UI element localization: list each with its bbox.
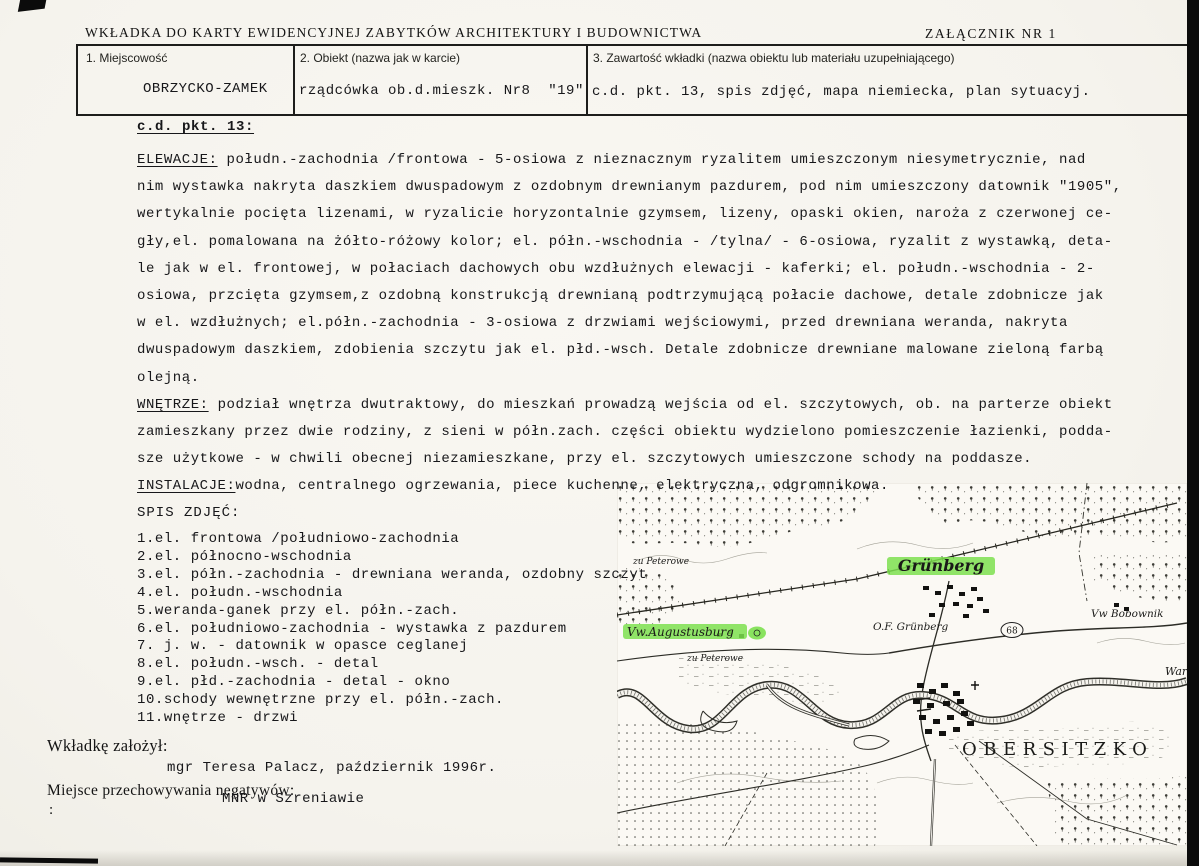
photo-list-item: 9.el. płd.-zachodnia - detal - okno [137, 674, 451, 691]
highlight-symbol [748, 627, 766, 640]
field-value-object: rządcówka ob.d.mieszk. Nr8 "19" [299, 83, 584, 99]
map-inset [617, 483, 1187, 846]
label-zu-peterowe-south: zu Peterowe [687, 654, 744, 664]
section-term: INSTALACJE: [137, 478, 236, 495]
photo-list-item: 2.el. północno-wschodnia [137, 548, 352, 565]
label-grunberg: Grünberg [897, 556, 985, 575]
line-text: podział wnętrza dwutraktowy, do mieszkań prowadzą wejścia od el. szczytowych, ob. na parterze obiekt [208, 396, 1113, 413]
typewritten-line [137, 201, 1182, 228]
field-label-locality: 1. Miejscowość [86, 51, 168, 65]
photo-list-item: 8.el. połudn.-wsch. - detal [137, 656, 379, 673]
forest-area-southeast [1047, 775, 1187, 846]
document-title: WKŁADKA DO KARTY EWIDENCYJNEJ ZABYTKÓW ARCHITEKTURY I BUDOWNICTWA [85, 25, 703, 40]
typewritten-line [137, 256, 1182, 283]
road-number-badge [1001, 623, 1023, 638]
field-label-object: 2. Obiekt (nazwa jak w karcie) [300, 51, 461, 65]
photo-list-item: 11.wnętrze - drzwi [137, 710, 299, 727]
photo-list-item: 3.el. półn.-zachodnia - drewniana weranda, ozdobny szczyt [137, 566, 648, 583]
founder-label: Wkładkę założył: [47, 736, 168, 755]
stray-colon-mark: : [49, 802, 54, 818]
photo-list-item: 4.el. połudn.-wschodnia [137, 584, 343, 601]
description-text-block [137, 147, 1182, 501]
line-text: nim wystawka nakryta daszkiem dwuspadowym z ozdobnym drewnianym pazdurem, pod nim umieszczony datownik "1905", [137, 179, 1122, 196]
section-term: ELEWACJE: [137, 152, 218, 168]
table-border-left [76, 44, 78, 116]
typewritten-line [137, 392, 1182, 419]
founder-value: mgr Teresa Palacz, październik 1996r. [167, 760, 497, 776]
section-heading: c.d. pkt. 13: [137, 119, 255, 135]
typewritten-line [137, 229, 1182, 256]
photo-list-item: 10.schody wewnętrzne przy el. półn.-zach. [137, 692, 505, 709]
line-text: olejną. [137, 369, 200, 386]
line-text: osiowa, przcięta gzymsem,z ozdobną konstrukcją drewnianą podtrzymującą połacie dachowe, detale zdobnicze jak [137, 288, 1104, 305]
label-of-grunberg: O.F. Grünberg [873, 621, 949, 633]
typewritten-line [137, 365, 1182, 392]
table-divider-2 [586, 44, 588, 116]
photo-list-heading: SPIS ZDJĘĆ: [137, 505, 241, 521]
line-text: zamieszkany przez dwie rodziny, z sieni w półn.zach. części obiektu wydzielono pomieszczenie łazienki, podda- [137, 424, 1113, 441]
scan-edge-right [1187, 0, 1199, 866]
table-border-top [76, 44, 1188, 46]
typewritten-line [137, 446, 1182, 473]
line-text: dwuspadowym daszkiem, zdobienia szczytu jak el. płd.-wsch. Detale zdobnicze drewniane malowane zieloną farbą [137, 342, 1104, 359]
typewritten-line [137, 337, 1182, 364]
typewritten-line [137, 419, 1182, 446]
scan-artifact-top-left [18, 0, 47, 12]
line-text: połudn.-zachodnia /frontowa - 5-osiowa z nieznacznym ryzalitem umieszczonym niesymetrycznie, nad [217, 152, 1086, 168]
photo-list-item: 7. j. w. - datownik w opasce ceglanej [137, 638, 469, 655]
field-label-contents: 3. Zawartość wkładki (nazwa obiektu lub materiału uzupełniającego) [593, 51, 955, 65]
photo-list-item: 6.el. południowo-zachodnia - wystawka z pazdurem [137, 620, 567, 637]
label-augustusburg: Vw.Augustusburg [627, 625, 734, 639]
line-text: wodna, centralnego ogrzewania, piece kuchenne, elektryczna, odgromnikowa. [235, 478, 889, 495]
photo-list-item: 5.weranda-ganek przy el. półn.-zach. [137, 602, 460, 619]
field-value-locality: OBRZYCKO-ZAMEK [143, 81, 268, 97]
line-text: sze użytkowe - w chwili obecnej niezamieszkane, przy el. szczytowych umieszczone schody na poddasze. [137, 451, 1033, 468]
negatives-location-value: MNR w Szreniawie [222, 791, 365, 807]
line-text: wertykalnie pocięta lizenami, w ryzalicie horyzontalnie gzymsem, lizeny, opaski okien, naroża z czerwonej ce- [137, 206, 1113, 223]
section-term: WNĘTRZE: [137, 396, 209, 413]
label-warta-river: War [1165, 665, 1187, 678]
label-zu-peterowe-north: zu Peterowe [633, 557, 690, 567]
typewritten-line [137, 174, 1182, 201]
scan-bottom-shadow [0, 850, 1187, 866]
label-obersitzko: OBERSITZKO [962, 739, 1154, 760]
typewritten-line [137, 283, 1182, 310]
line-text: gły,el. pomalowana na żółto-różowy kolor; el. półn.-wschodnia - /tylna/ - 6-osiowa, ryzalit z wystawką, deta- [137, 233, 1113, 250]
typewritten-line [137, 147, 1182, 174]
negatives-location-label: Miejsce przechowywania negatywów: [47, 782, 295, 799]
road-number-text: 68 [1006, 626, 1018, 637]
table-divider-1 [293, 44, 295, 116]
attachment-number-label: ZAŁĄCZNIK NR 1 [925, 26, 1057, 41]
table-border-bottom [76, 114, 1188, 116]
typewritten-line [137, 310, 1182, 337]
label-bobownik: Vw Bobownik [1091, 608, 1164, 620]
typewritten-line [137, 473, 1182, 500]
field-value-contents: c.d. pkt. 13, spis zdjęć, mapa niemiecka, plan sytuacyj. [592, 84, 1091, 100]
line-text: le jak w el. frontowej, w połaciach dachowych obu wzdłużnych elewacji - kaferki; el. połudn.-wschodnia - 2- [137, 260, 1095, 277]
line-text: w el. wzdłużnych; el.półn.-zachodnia - 3-osiowa z drzwiami wejściowymi, przed drewniana weranda, nakryta [137, 315, 1068, 332]
photo-list [137, 504, 647, 728]
photo-list-item: 1.el. frontowa /południowo-zachodnia [137, 531, 460, 547]
